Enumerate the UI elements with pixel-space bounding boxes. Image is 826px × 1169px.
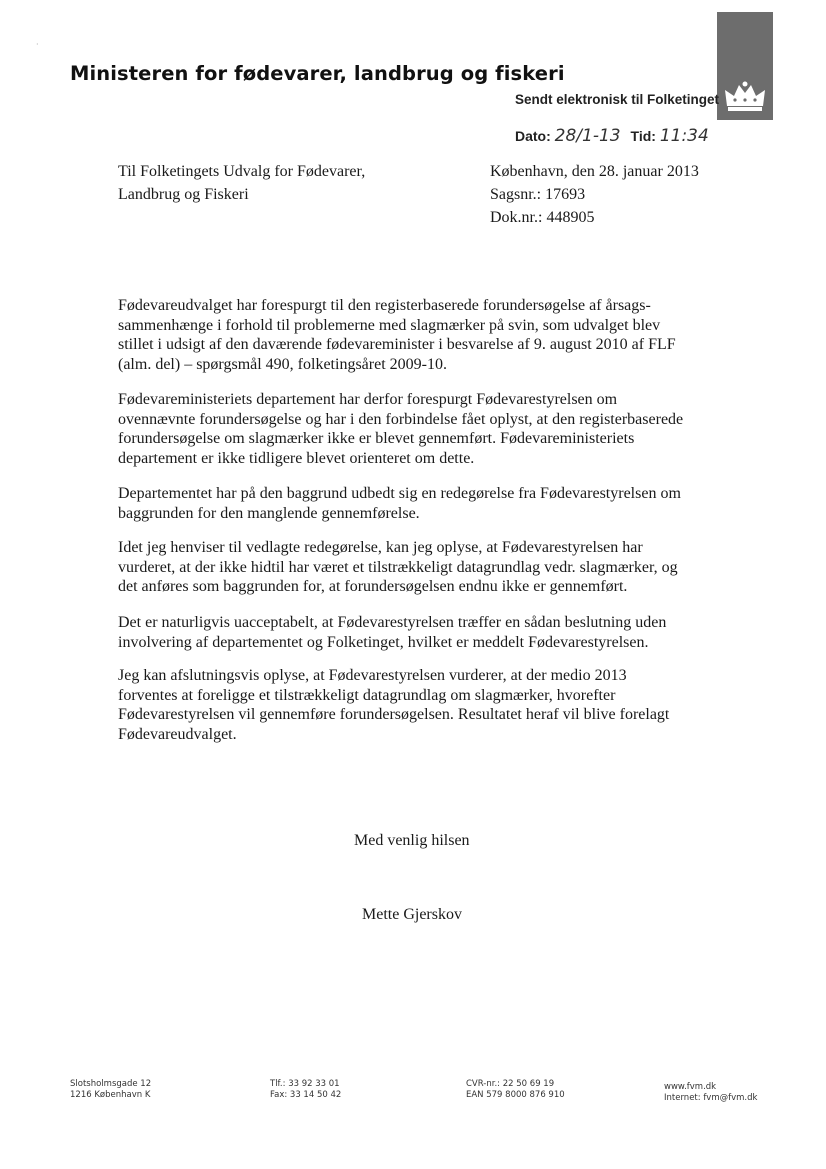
text-line: departement er ikke tidligere blevet orienteret om dette.: [118, 449, 475, 467]
text-line: vurderet, at der ikke hidtil har været et tilstrækkeligt datagrundlag vedr. slagmærker, og: [118, 558, 678, 576]
text-line: stillet i udsigt af den daværende fødevareminister i besvarelse af 9. august 2010 af FLF: [118, 336, 676, 353]
text-line: Fødevarestyrelsen vil gennemføre forundersøgelsen. Resultatet heraf vil blive forelagt: [118, 706, 670, 723]
text-line: Jeg kan afslutningsvis oplyse, at Fødevarestyrelsen vurderer, at der medio 2013: [118, 667, 627, 684]
received-stamp: [515, 126, 709, 146]
footer-line: www.fvm.dk: [664, 1082, 717, 1092]
footer-line: Fax: 33 14 50 42: [270, 1090, 342, 1100]
text-line: baggrunden for den manglende gennemførelse.: [118, 504, 420, 522]
text-line: Fødevareudvalget har forespurgt til den registerbaserede forundersøgelse af årsags-: [118, 297, 651, 314]
footer-line: 1216 København K: [70, 1090, 151, 1100]
text-line: ovennævnte forundersøgelse og har i den forbindelse fået oplyst, at den registerbaserede: [118, 410, 684, 428]
text-line: Departementet har på den baggrund udbedt sig en redegørelse fra Fødevarestyrelsen om: [118, 485, 681, 502]
royal-crown-icon: [723, 80, 767, 114]
paragraph-4: [118, 538, 718, 597]
handwritten-date: 28/1-13: [554, 126, 621, 146]
footer-address: [70, 1079, 151, 1101]
signer-name: Mette Gjerskov: [362, 906, 462, 923]
paragraph-3: [118, 484, 718, 523]
recipient-line: Landbrug og Fiskeri: [118, 186, 249, 203]
closing-salutation: Med venlig hilsen: [354, 832, 470, 849]
text-line: Det er naturligvis uacceptabelt, at Fødevarestyrelsen træffer en sådan beslutning uden: [118, 614, 667, 631]
crest-panel: [717, 12, 773, 120]
paragraph-1: [118, 296, 718, 374]
paragraph-2: [118, 390, 718, 468]
footer-line: EAN 579 8000 876 910: [466, 1090, 565, 1100]
reference-block: [490, 160, 699, 229]
place-date: København, den 28. januar 2013: [490, 163, 699, 180]
handwritten-time: 11:34: [659, 126, 709, 146]
text-line: Fødevareudvalget.: [118, 725, 237, 743]
text-line: forventes at foreligge et tilstrækkeligt datagrundlag om slagmærker, hvorefter: [118, 686, 616, 704]
footer-line: Slotsholmsgade 12: [70, 1079, 152, 1089]
time-label: Tid:: [630, 128, 656, 144]
footer-ids: [466, 1079, 565, 1101]
sent-electronically-stamp: Sendt elektronisk til Folketinget: [515, 92, 720, 107]
footer-line: Internet: fvm@fvm.dk: [664, 1093, 758, 1103]
text-line: det anføres som baggrunden for, at forundersøgelsen endnu ikke er gennemført.: [118, 578, 628, 595]
footer-line: Tlf.: 33 92 33 01: [270, 1079, 340, 1089]
footer-line: CVR-nr.: 22 50 69 19: [466, 1079, 555, 1089]
ministry-heading: Ministeren for fødevarer, landbrug og fiskeri: [70, 62, 565, 85]
text-line: (alm. del) – spørgsmål 490, folketingsåret 2009-10.: [118, 355, 447, 373]
text-line: Fødevareministeriets departement har derfor forespurgt Fødevarestyrelsen om: [118, 391, 618, 408]
document-number: Dok.nr.: 448905: [490, 209, 595, 226]
footer-web: [664, 1082, 757, 1104]
footer-phone: [270, 1079, 341, 1101]
text-line: involvering af departementet og Folketinget, hvilket er meddelt Fødevarestyrelsen.: [118, 633, 649, 651]
scan-speck: ·: [36, 40, 39, 49]
recipient-line: Til Folketingets Udvalg for Fødevarer,: [118, 163, 366, 180]
text-line: Idet jeg henviser til vedlagte redegørelse, kan jeg oplyse, at Fødevarestyrelsen har: [118, 539, 643, 556]
date-label: Dato:: [515, 128, 551, 144]
paragraph-6: [118, 666, 718, 744]
paragraph-5: [118, 613, 718, 652]
text-line: sammenhænge i forhold til problemerne med slagmærker på svin, som udvalget blev: [118, 316, 661, 334]
case-number: Sagsnr.: 17693: [490, 186, 586, 203]
text-line: forundersøgelse om slagmærker ikke er blevet gennemført. Fødevareministeriets: [118, 430, 635, 447]
recipient-block: [118, 160, 365, 206]
